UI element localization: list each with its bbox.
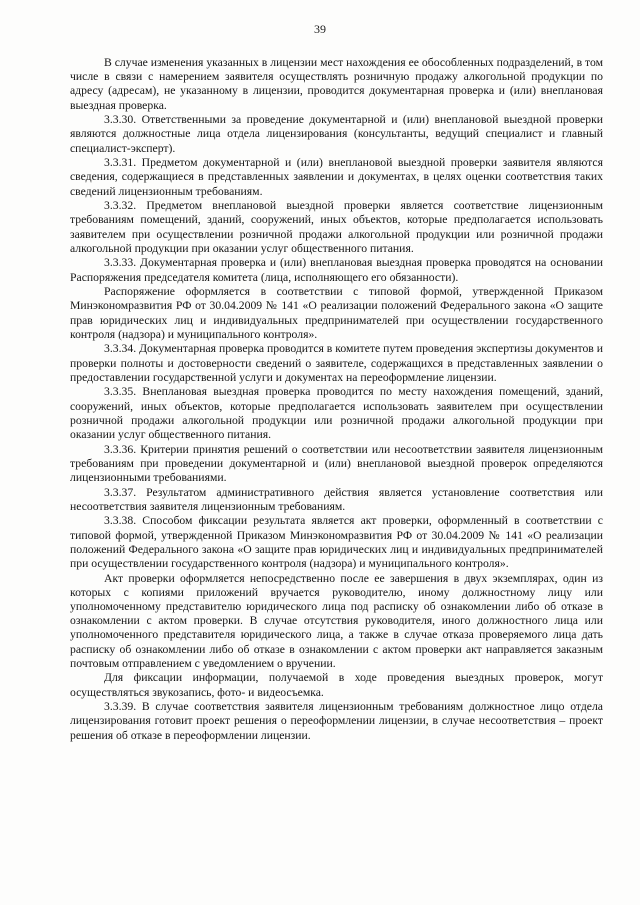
paragraph-3-3-38: 3.3.38. Способом фиксации результата является акт проверки, оформленный в соответствии с типовой формой, утвержденной Приказом Минэкономразвития РФ от 30.04.2009 № 141 «О реализации положений Федерального закона «О защите прав юридических лиц и индивидуальных предпринимателей при осуществлении государственного контроля (надзора) и муниципального контроля». xyxy=(70,514,603,571)
paragraph-recording: Для фиксации информации, получаемой в ходе проведения выездных проверок, могут осуществляться звукозапись, фото- и видеосъемка. xyxy=(70,671,603,699)
paragraph-3-3-37: 3.3.37. Результатом административного действия является установление соответствия или несоответствия заявителя лицензионным требованиям. xyxy=(70,485,603,513)
document-body xyxy=(70,56,603,743)
paragraph-3-3-35: 3.3.35. Внеплановая выездная проверка проводится по месту нахождения помещений, зданий, сооружений, иных объектов, которые предполагается использовать заявителем при осуществлении розничной продажи алкогольной продукции или розничной продажи алкогольной продукции при оказании услуг общественного питания. xyxy=(70,385,603,442)
paragraph-license-location-change: В случае изменения указанных в лицензии мест нахождения ее обособленных подразделений, в том числе в связи с намерением заявителя осуществлять розничную продажу алкогольной продукции по адресу (адресам), не указанному в лицензии, проводится документарная проверка и (или) внеплановая выездная проверка. xyxy=(70,56,603,112)
paragraph-3-3-32: 3.3.32. Предметом внеплановой выездной проверки является соответствие лицензионным требованиям помещений, зданий, сооружений, иных объектов, которые предполагается использовать заявителем при осуществлении розничной продажи алкогольной продукции или розничной продажи алкогольной продукции при оказании услуг общественного питания. xyxy=(70,199,603,255)
paragraph-3-3-33: 3.3.33. Документарная проверка и (или) внеплановая выездная проверка проводятся на основании Распоряжения председателя комитета (лица, исполняющего его обязанности). xyxy=(70,256,603,284)
paragraph-3-3-36: 3.3.36. Критерии принятия решений о соответствии или несоответствии заявителя лицензионным требованиям при проведении документарной и (или) внеплановой выездной проверок определяются лицензионными требованиями. xyxy=(70,442,603,485)
paragraph-3-3-30: 3.3.30. Ответственными за проведение документарной и (или) внеплановой выездной проверки являются должностные лица отдела лицензирования (консультанты, ведущий специалист и главный специалист-эксперт). xyxy=(70,113,603,155)
paragraph-order-form: Распоряжение оформляется в соответствии с типовой формой, утвержденной Приказом Минэкономразвития РФ от 30.04.2009 № 141 «О реализации положений Федерального закона «О защите прав юридических лиц и индивидуальных предпринимателей при осуществлении государственного контроля (надзора) и муниципального контроля». xyxy=(70,285,603,341)
page-number: 39 xyxy=(314,22,326,36)
paragraph-3-3-34: 3.3.34. Документарная проверка проводится в комитете путем проведения экспертизы документов и проверки полноты и достоверности сведений о заявителе, содержащихся в представленных заявлении о предоставлении государственной услуги и документах на переоформление лицензии. xyxy=(70,342,603,384)
paragraph-3-3-31: 3.3.31. Предметом документарной и (или) внеплановой выездной проверки заявителя являются сведения, содержащиеся в представленных заявлении и документах, в целях оценки соответствия таких сведений лицензионным требованиям. xyxy=(70,156,603,198)
paragraph-3-3-39: 3.3.39. В случае соответствия заявителя лицензионным требованиям должностное лицо отдела лицензирования готовит проект решения о переоформлении лицензии, в случае несоответствия – проект решения об отказе в переоформлении лицензии. xyxy=(70,700,603,742)
paragraph-inspection-act: Акт проверки оформляется непосредственно после ее завершения в двух экземплярах, один из которых с копиями приложений вручается руководителю, иному должностному лицу или уполномоченному представителю юридического лица под расписку об ознакомлении либо об отказе в ознакомлении с актом проверки. В случае отсутствия руководителя, иного должностного лица или уполномоченного представителя юридического лица, а также в случае отказа проверяемого лица дать расписку об ознакомлении либо об отказе в ознакомлении с актом проверки акт направляется заказным почтовым отправлением с уведомлением о вручении. xyxy=(70,571,603,670)
